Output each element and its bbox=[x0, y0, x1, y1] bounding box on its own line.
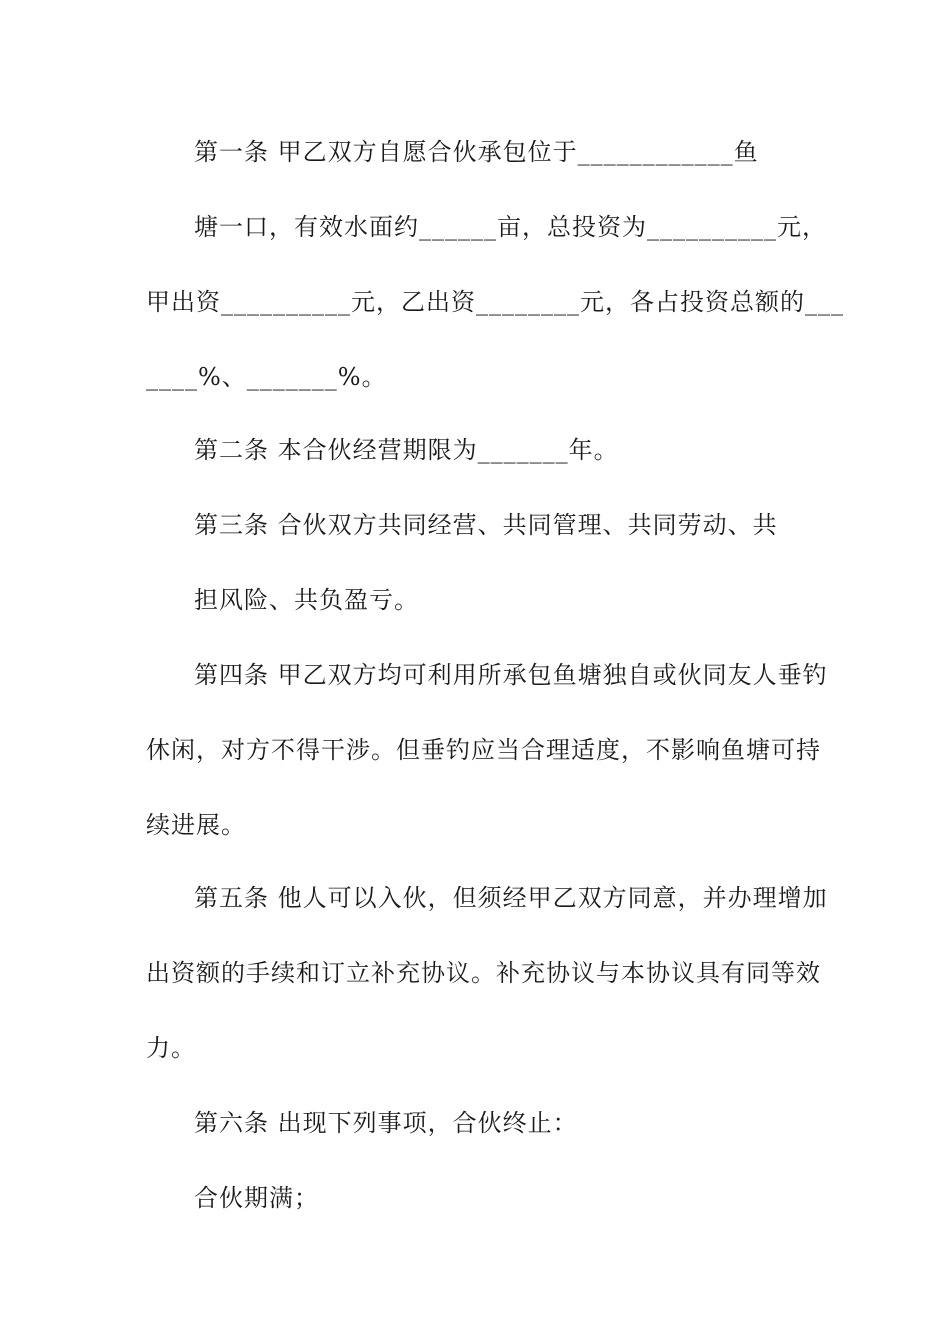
article-5-line-3: 力。 bbox=[146, 1034, 196, 1062]
article-4-line-1: 第四条 甲乙双方均可利用所承包鱼塘独自或伙同友人垂钓 bbox=[194, 661, 828, 689]
article-1-line-4: ____%、_______%。 bbox=[146, 363, 387, 391]
article-5-line-2: 出资额的手续和订立补充协议。补充协议与本协议具有同等效 bbox=[146, 959, 821, 987]
article-4-line-3: 续进展。 bbox=[146, 811, 246, 839]
article-3-line-2: 担风险、共负盈亏。 bbox=[194, 586, 419, 614]
article-6-item-1: 合伙期满； bbox=[194, 1184, 319, 1212]
article-2-line-1: 第二条 本合伙经营期限为_______年。 bbox=[194, 436, 619, 464]
article-1-line-1: 第一条 甲乙双方自愿合伙承包位于____________鱼 bbox=[194, 138, 759, 166]
article-6-line-1: 第六条 出现下列事项，合伙终止： bbox=[194, 1109, 578, 1137]
article-1-line-2: 塘一口，有效水面约______亩，总投资为__________元， bbox=[194, 213, 827, 241]
article-3-line-1: 第三条 合伙双方共同经营、共同管理、共同劳动、共 bbox=[194, 511, 778, 539]
article-5-line-1: 第五条 他人可以入伙，但须经甲乙双方同意，并办理增加 bbox=[194, 884, 828, 912]
article-4-line-2: 休闲，对方不得干涉。但垂钓应当合理适度，不影响鱼塘可持 bbox=[146, 736, 821, 764]
article-1-line-3: 甲出资__________元，乙出资________元，各占投资总额的___ bbox=[146, 288, 844, 316]
